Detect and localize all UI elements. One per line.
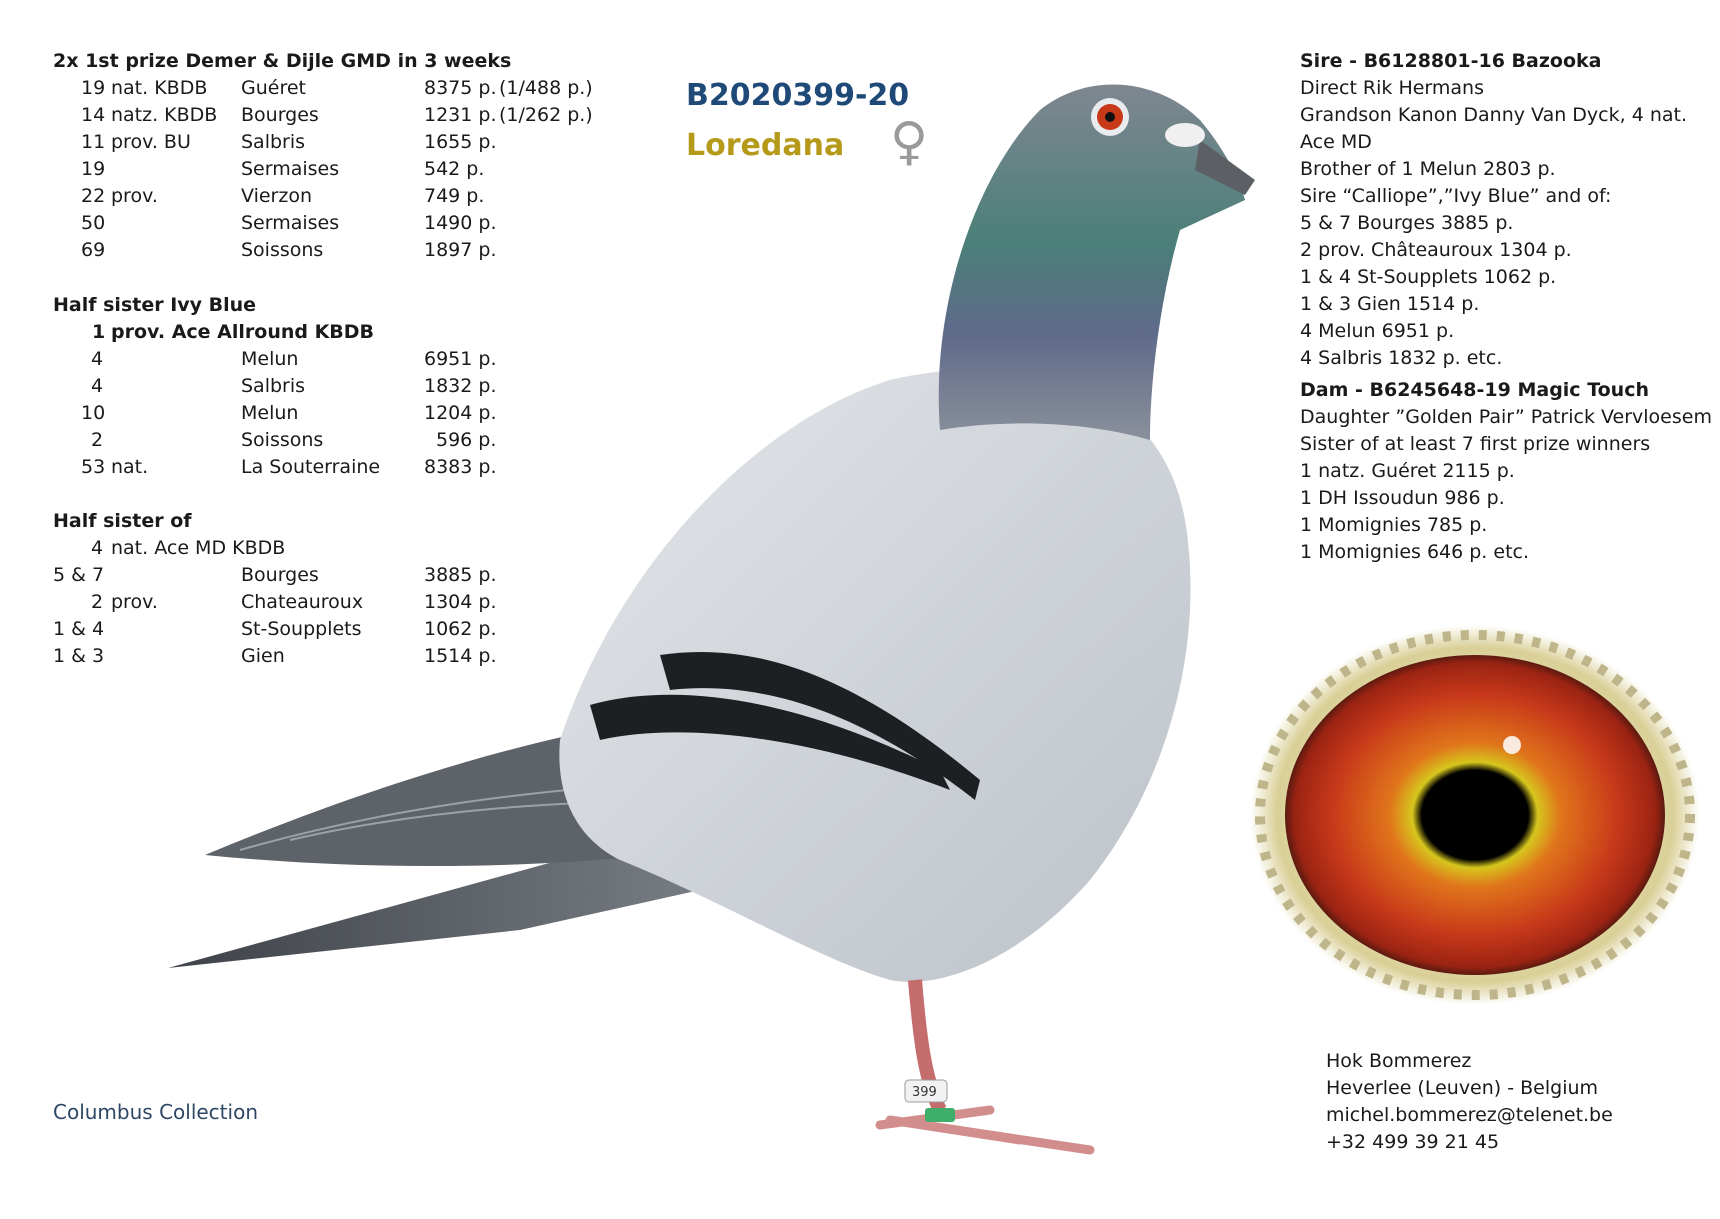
- sub-title: nat. Ace MD KBDB: [111, 537, 286, 559]
- rank: 2: [91, 591, 104, 613]
- female-symbol-icon: ♀: [890, 112, 929, 172]
- dam-line: 1 Momignies 785 p.: [1300, 514, 1488, 536]
- class: nat. KBDB: [111, 77, 208, 99]
- pigeon-illustration: [150, 60, 1260, 1160]
- rank: 53: [81, 456, 106, 478]
- birds: 1897 p.: [424, 239, 497, 261]
- sub-rank: 4: [91, 537, 104, 559]
- birds: 8375 p.: [424, 77, 497, 99]
- leg-ring-label: 399: [912, 1085, 937, 1100]
- place: Sermaises: [241, 158, 340, 180]
- place: Vierzon: [241, 185, 312, 207]
- sire-line: 5 & 7 Bourges 3885 p.: [1300, 212, 1514, 234]
- sire-line: Grandson Kanon Danny Van Dyck, 4 nat.: [1300, 104, 1687, 126]
- birds: 8383 p.: [424, 456, 497, 478]
- class: prov. BU: [111, 131, 191, 153]
- birds: 596 p.: [436, 429, 497, 451]
- rank: 22: [81, 185, 106, 207]
- birds: 1304 p.: [424, 591, 497, 613]
- sire-line: 4 Melun 6951 p.: [1300, 320, 1455, 342]
- place: Melun: [241, 348, 299, 370]
- place: Salbris: [241, 131, 306, 153]
- section-title-results: 2x 1st prize Demer & Dijle GMD in 3 weeks: [53, 50, 512, 72]
- section-title-half-sister-of: Half sister of: [53, 510, 192, 532]
- rank: 2: [91, 429, 104, 451]
- place: Melun: [241, 402, 299, 424]
- place: Soissons: [241, 239, 324, 261]
- dam-title: Dam - B6245648-19 Magic Touch: [1300, 379, 1649, 401]
- rank: 10: [81, 402, 106, 424]
- class: nat.: [111, 456, 149, 478]
- collection-label: Columbus Collection: [53, 1100, 258, 1124]
- birds: 1832 p.: [424, 375, 497, 397]
- class: natz. KBDB: [111, 104, 218, 126]
- sire-title: Sire - B6128801-16 Bazooka: [1300, 50, 1602, 72]
- place: Salbris: [241, 375, 306, 397]
- place: Bourges: [241, 104, 319, 126]
- place: Gien: [241, 645, 285, 667]
- rank: 5 & 7: [53, 564, 105, 586]
- rank: 11: [81, 131, 106, 153]
- birds: 1231 p.: [424, 104, 497, 126]
- birds: 542 p.: [424, 158, 485, 180]
- rank: 1 & 3: [53, 645, 105, 667]
- sub-title: prov. Ace Allround KBDB: [111, 321, 375, 343]
- bird-name: Loredana: [686, 128, 845, 163]
- place: Chateauroux: [241, 591, 364, 613]
- place: La Souterraine: [241, 456, 381, 478]
- sire-line: 2 prov. Châteauroux 1304 p.: [1300, 239, 1572, 261]
- place: Guéret: [241, 77, 306, 99]
- place: St-Soupplets: [241, 618, 362, 640]
- rank: 14: [81, 104, 106, 126]
- right-column: [1300, 48, 1710, 566]
- birds: 1062 p.: [424, 618, 497, 640]
- birds: 1514 p.: [424, 645, 497, 667]
- rank: 19: [81, 77, 106, 99]
- eye-closeup-image: [1240, 615, 1710, 1015]
- email-link[interactable]: michel.bommerez@telenet.be: [1326, 1104, 1613, 1126]
- birds: 749 p.: [424, 185, 485, 207]
- birds: 1655 p.: [424, 131, 497, 153]
- rank: 69: [81, 239, 106, 261]
- ring-number: B2020399-20: [686, 78, 910, 113]
- sire-line: 1 & 3 Gien 1514 p.: [1300, 293, 1480, 315]
- place: Sermaises: [241, 212, 340, 234]
- rank: 4: [91, 348, 104, 370]
- sire-line: Ace MD: [1300, 131, 1372, 153]
- dam-line: 1 Momignies 646 p. etc.: [1300, 541, 1530, 563]
- sire-line: Sire “Calliope”,”Ivy Blue” and of:: [1300, 185, 1612, 207]
- birds: 1490 p.: [424, 212, 497, 234]
- birds: 1204 p.: [424, 402, 497, 424]
- note: (1/262 p.): [499, 104, 593, 126]
- sub-rank: 1: [92, 321, 106, 343]
- sire-line: Brother of 1 Melun 2803 p.: [1300, 158, 1556, 180]
- dam-line: 1 natz. Guéret 2115 p.: [1300, 460, 1515, 482]
- contact-block: [1326, 1048, 1613, 1156]
- dam-line: Sister of at least 7 first prize winners: [1300, 433, 1651, 455]
- rank: 50: [81, 212, 106, 234]
- rank: 1 & 4: [53, 618, 105, 640]
- class: prov.: [111, 185, 158, 207]
- loft-name: Hok Bommerez: [1326, 1050, 1472, 1072]
- section-title-half-sister-ivy-blue: Half sister Ivy Blue: [53, 294, 257, 316]
- birds: 6951 p.: [424, 348, 497, 370]
- rank: 4: [91, 375, 104, 397]
- rank: 19: [81, 158, 106, 180]
- note: (1/488 p.): [499, 77, 593, 99]
- loft-location: Heverlee (Leuven) - Belgium: [1326, 1077, 1599, 1099]
- dam-line: 1 DH Issoudun 986 p.: [1300, 487, 1505, 509]
- birds: 3885 p.: [424, 564, 497, 586]
- sire-line: 1 & 4 St-Soupplets 1062 p.: [1300, 266, 1557, 288]
- sire-line: Direct Rik Hermans: [1300, 77, 1484, 99]
- phone-number: +32 499 39 21 45: [1326, 1131, 1500, 1153]
- place: Bourges: [241, 564, 319, 586]
- place: Soissons: [241, 429, 324, 451]
- sire-line: 4 Salbris 1832 p. etc.: [1300, 347, 1503, 369]
- class: prov.: [111, 591, 158, 613]
- dam-line: Daughter ”Golden Pair” Patrick Vervloesem: [1300, 406, 1712, 428]
